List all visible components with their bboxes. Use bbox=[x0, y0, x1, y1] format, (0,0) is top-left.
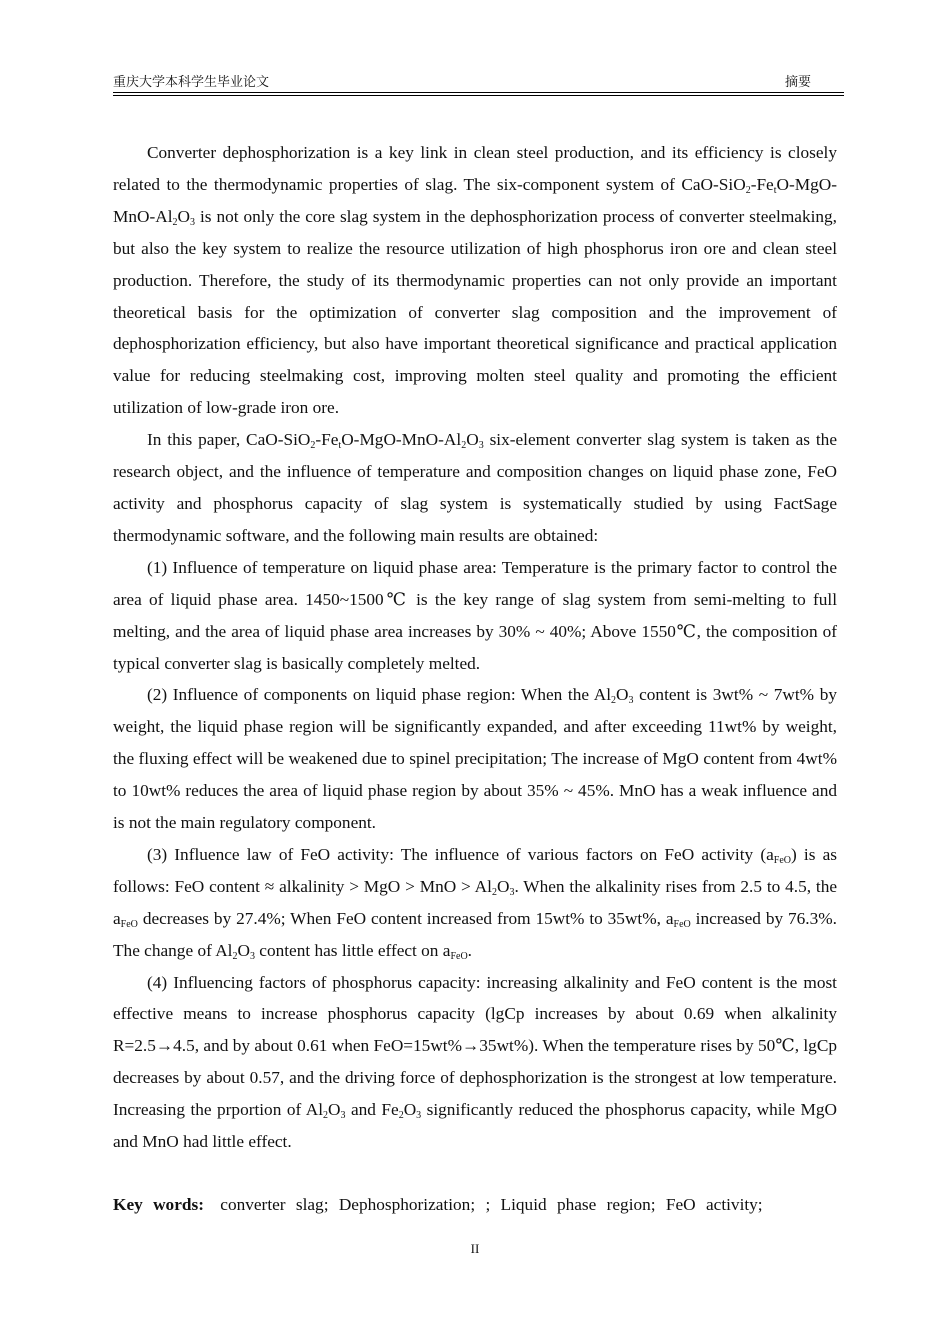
page-number: II bbox=[470, 1241, 480, 1256]
abstract-paragraph-2: In this paper, CaO-$SiO_2-Fe_tO-MgO-MnO-Al_2O_3$ six-element converter slag system is taken as the research object, and the influence of temperature and composition changes on liquid phase zone, FeO activity and phosphorus capacity of slag system is systematically studied by using FactSage thermodynamic software, and the following main results are obtained: bbox=[113, 430, 837, 545]
header-thesis-title: 重庆大学本科学生毕业论文 bbox=[113, 74, 270, 89]
header-section-title: 摘要 bbox=[784, 74, 811, 89]
keywords-line bbox=[113, 1189, 837, 1221]
abstract-result-3: (3) Influence law of FeO activity: The influence of various factors on FeO activity $(a_{FeO})$ is as follows: FeO content ≈ alkalinity > MgO > MnO > $Al_2O_3$. When the alkalinity rises from 2.5 to 4.5, the $a_{FeO}$ decreases by 27.4%; When FeO content increased from 15wt% to 35wt%, $a_{FeO}$ increased by 76.3%. The change of $Al_2O_3$ content has little effect on $a_{FeO}$. bbox=[113, 844, 838, 962]
abstract-paragraph-1: Converter dephosphorization is a key link in clean steel production, and its efficiency is closely related to the thermodynamic properties of slag. The six-component system of CaO-$SiO_2-Fe_tO-MgO-MnO-Al_2O_3$ is not only the core slag system in the dephosphorization process of converter steelmaking, but also the key system to realize the resource utilization of high phosphorus iron ore and clean steel production. Therefore, the study of its thermodynamic properties can not only provide an important theoretical basis for the optimization of converter slag composition and the improvement of dephosphorization efficiency, but also have important theoretical significance and practical application value for reducing steelmaking cost, improving molten steel quality and promoting the efficient utilization of low-grade iron ore. bbox=[113, 143, 837, 418]
keywords-label: Key words: bbox=[113, 1195, 204, 1214]
page-header bbox=[113, 74, 844, 93]
abstract-result-2: (2) Influence of components on liquid phase region: When the $Al_2O_3$ content is 3wt% ~ 7wt% by weight, the liquid phase region will be significantly expanded, and after exceeding 11wt% by weight, the fluxing effect will be weakened due to spinel precipitation; The increase of MgO content from 4wt% to 10wt% reduces the area of liquid phase region by about 35% ~ 45%. MnO has a weak influence and is not the main regulatory component. bbox=[113, 685, 837, 833]
abstract-result-1: (1) Influence of temperature on liquid phase area: Temperature is the primary factor to control the area of liquid phase area. 1450~1500℃ is the key range of slag system from semi-melting to full melting, and the area of liquid phase area increases by 30% ~ 40%; Above 1550℃, the composition of typical converter slag is basically completely melted. bbox=[113, 557, 837, 673]
abstract-body bbox=[113, 137, 837, 1158]
keywords-text: converter slag; Dephosphorization; ; Liquid phase region; FeO activity; bbox=[220, 1195, 763, 1214]
abstract-result-4: (4) Influencing factors of phosphorus capacity: increasing alkalinity and FeO content is the most effective means to increase phosphorus capacity (lgCp increases by about 0.69 when alkalinity R=2.5→4.5, and by about 0.61 when FeO=15wt%→35wt%). When the temperature rises by 50℃, lgCp decreases by about 0.57, and the driving force of dephosphorization is the strongest at low temperature. Increasing the prportion of $Al_2O_3$ and $Fe_2O_3$ significantly reduced the phosphorus capacity, while MgO and MnO had little effect. bbox=[113, 972, 838, 1152]
